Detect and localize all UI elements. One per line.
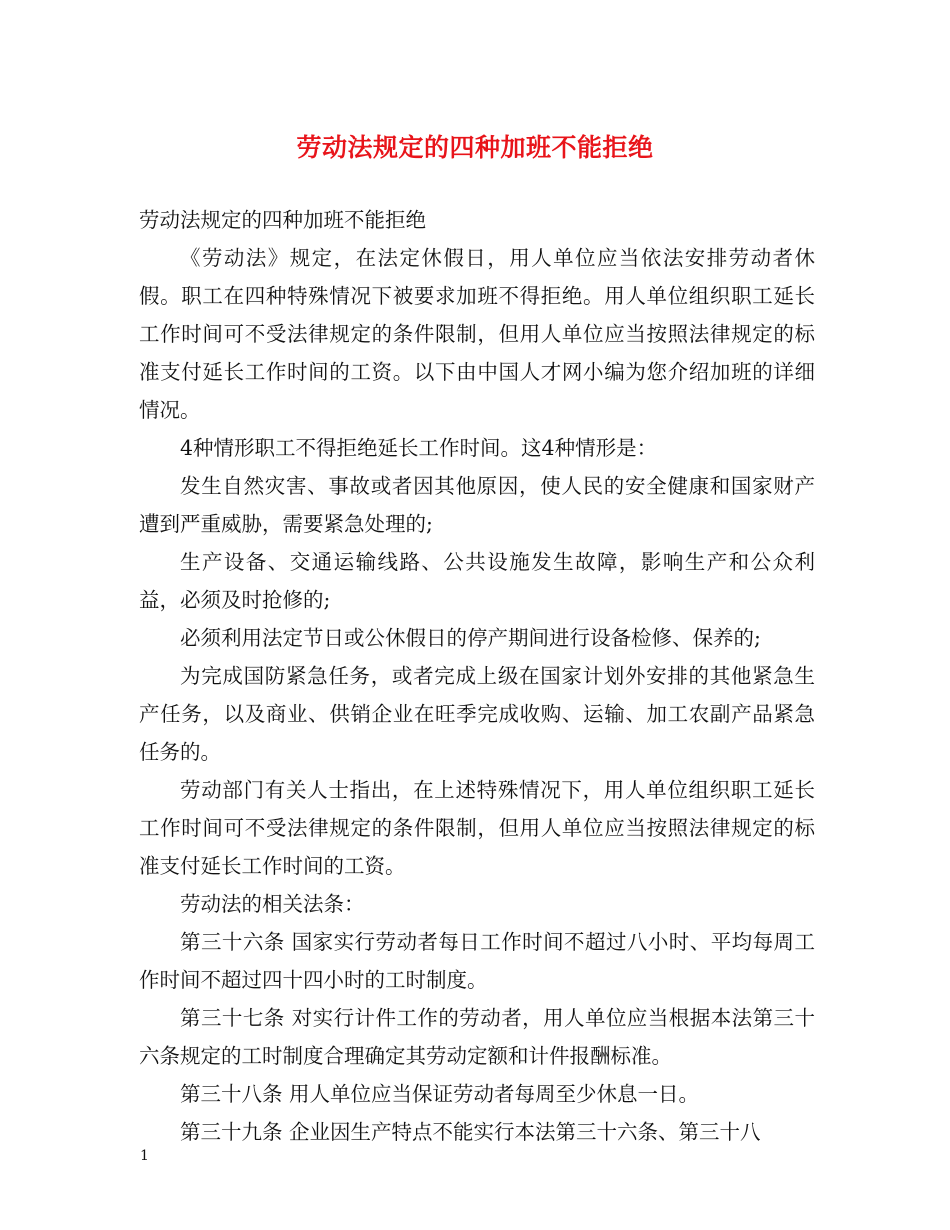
- paragraph: 第三十八条 用人单位应当保证劳动者每周至少休息一日。: [180, 1082, 700, 1106]
- paragraph: 为完成国防紧急任务，或者完成上级在国家计划外安排的其他紧急生产任务，以及商业、供销企业在旺季完成收购、运输、加工农副产品紧急任务的。: [139, 664, 815, 764]
- paragraph: 《劳动法》规定，在法定休假日，用人单位应当依法安排劳动者休假。职工在四种特殊情况下被要求加班不得拒绝。用人单位组织职工延长工作时间可不受法律规定的条件限制，但用人单位应当按照法律规定的标准支付延长工作时间的工资。以下由中国人才网小编为您介绍加班的详细情况。: [139, 246, 815, 422]
- paragraph: 劳动法规定的四种加班不能拒绝: [139, 208, 426, 232]
- paragraph: 发生自然灾害、事故或者因其他原因，使人民的安全健康和国家财产遭到严重威胁，需要紧急处理的;: [139, 474, 815, 536]
- paragraph: 4种情形职工不得拒绝延长工作时间。这4种情形是：: [180, 436, 658, 460]
- paragraph: 劳动部门有关人士指出，在上述特殊情况下，用人单位组织职工延长工作时间可不受法律规定的条件限制，但用人单位应当按照法律规定的标准支付延长工作时间的工资。: [139, 778, 815, 878]
- paragraph: 第三十九条 企业因生产特点不能实行本法第三十六条、第三十八: [180, 1120, 761, 1144]
- paragraph: 第三十六条 国家实行劳动者每日工作时间不超过八小时、平均每周工作时间不超过四十四小时的工时制度。: [139, 930, 815, 992]
- document-title: 劳动法规定的四种加班不能拒绝: [296, 133, 654, 162]
- paragraph: 必须利用法定节日或公休假日的停产期间进行设备检修、保养的;: [180, 626, 761, 650]
- page-number: 1: [140, 1148, 149, 1164]
- paragraph: 第三十七条 对实行计件工作的劳动者，用人单位应当根据本法第三十六条规定的工时制度合理确定其劳动定额和计件报酬标准。: [139, 1006, 815, 1068]
- paragraph: 劳动法的相关法条：: [180, 892, 365, 916]
- document-body: [139, 201, 815, 1151]
- paragraph: 生产设备、交通运输线路、公共设施发生故障，影响生产和公众利益，必须及时抢修的;: [139, 550, 815, 612]
